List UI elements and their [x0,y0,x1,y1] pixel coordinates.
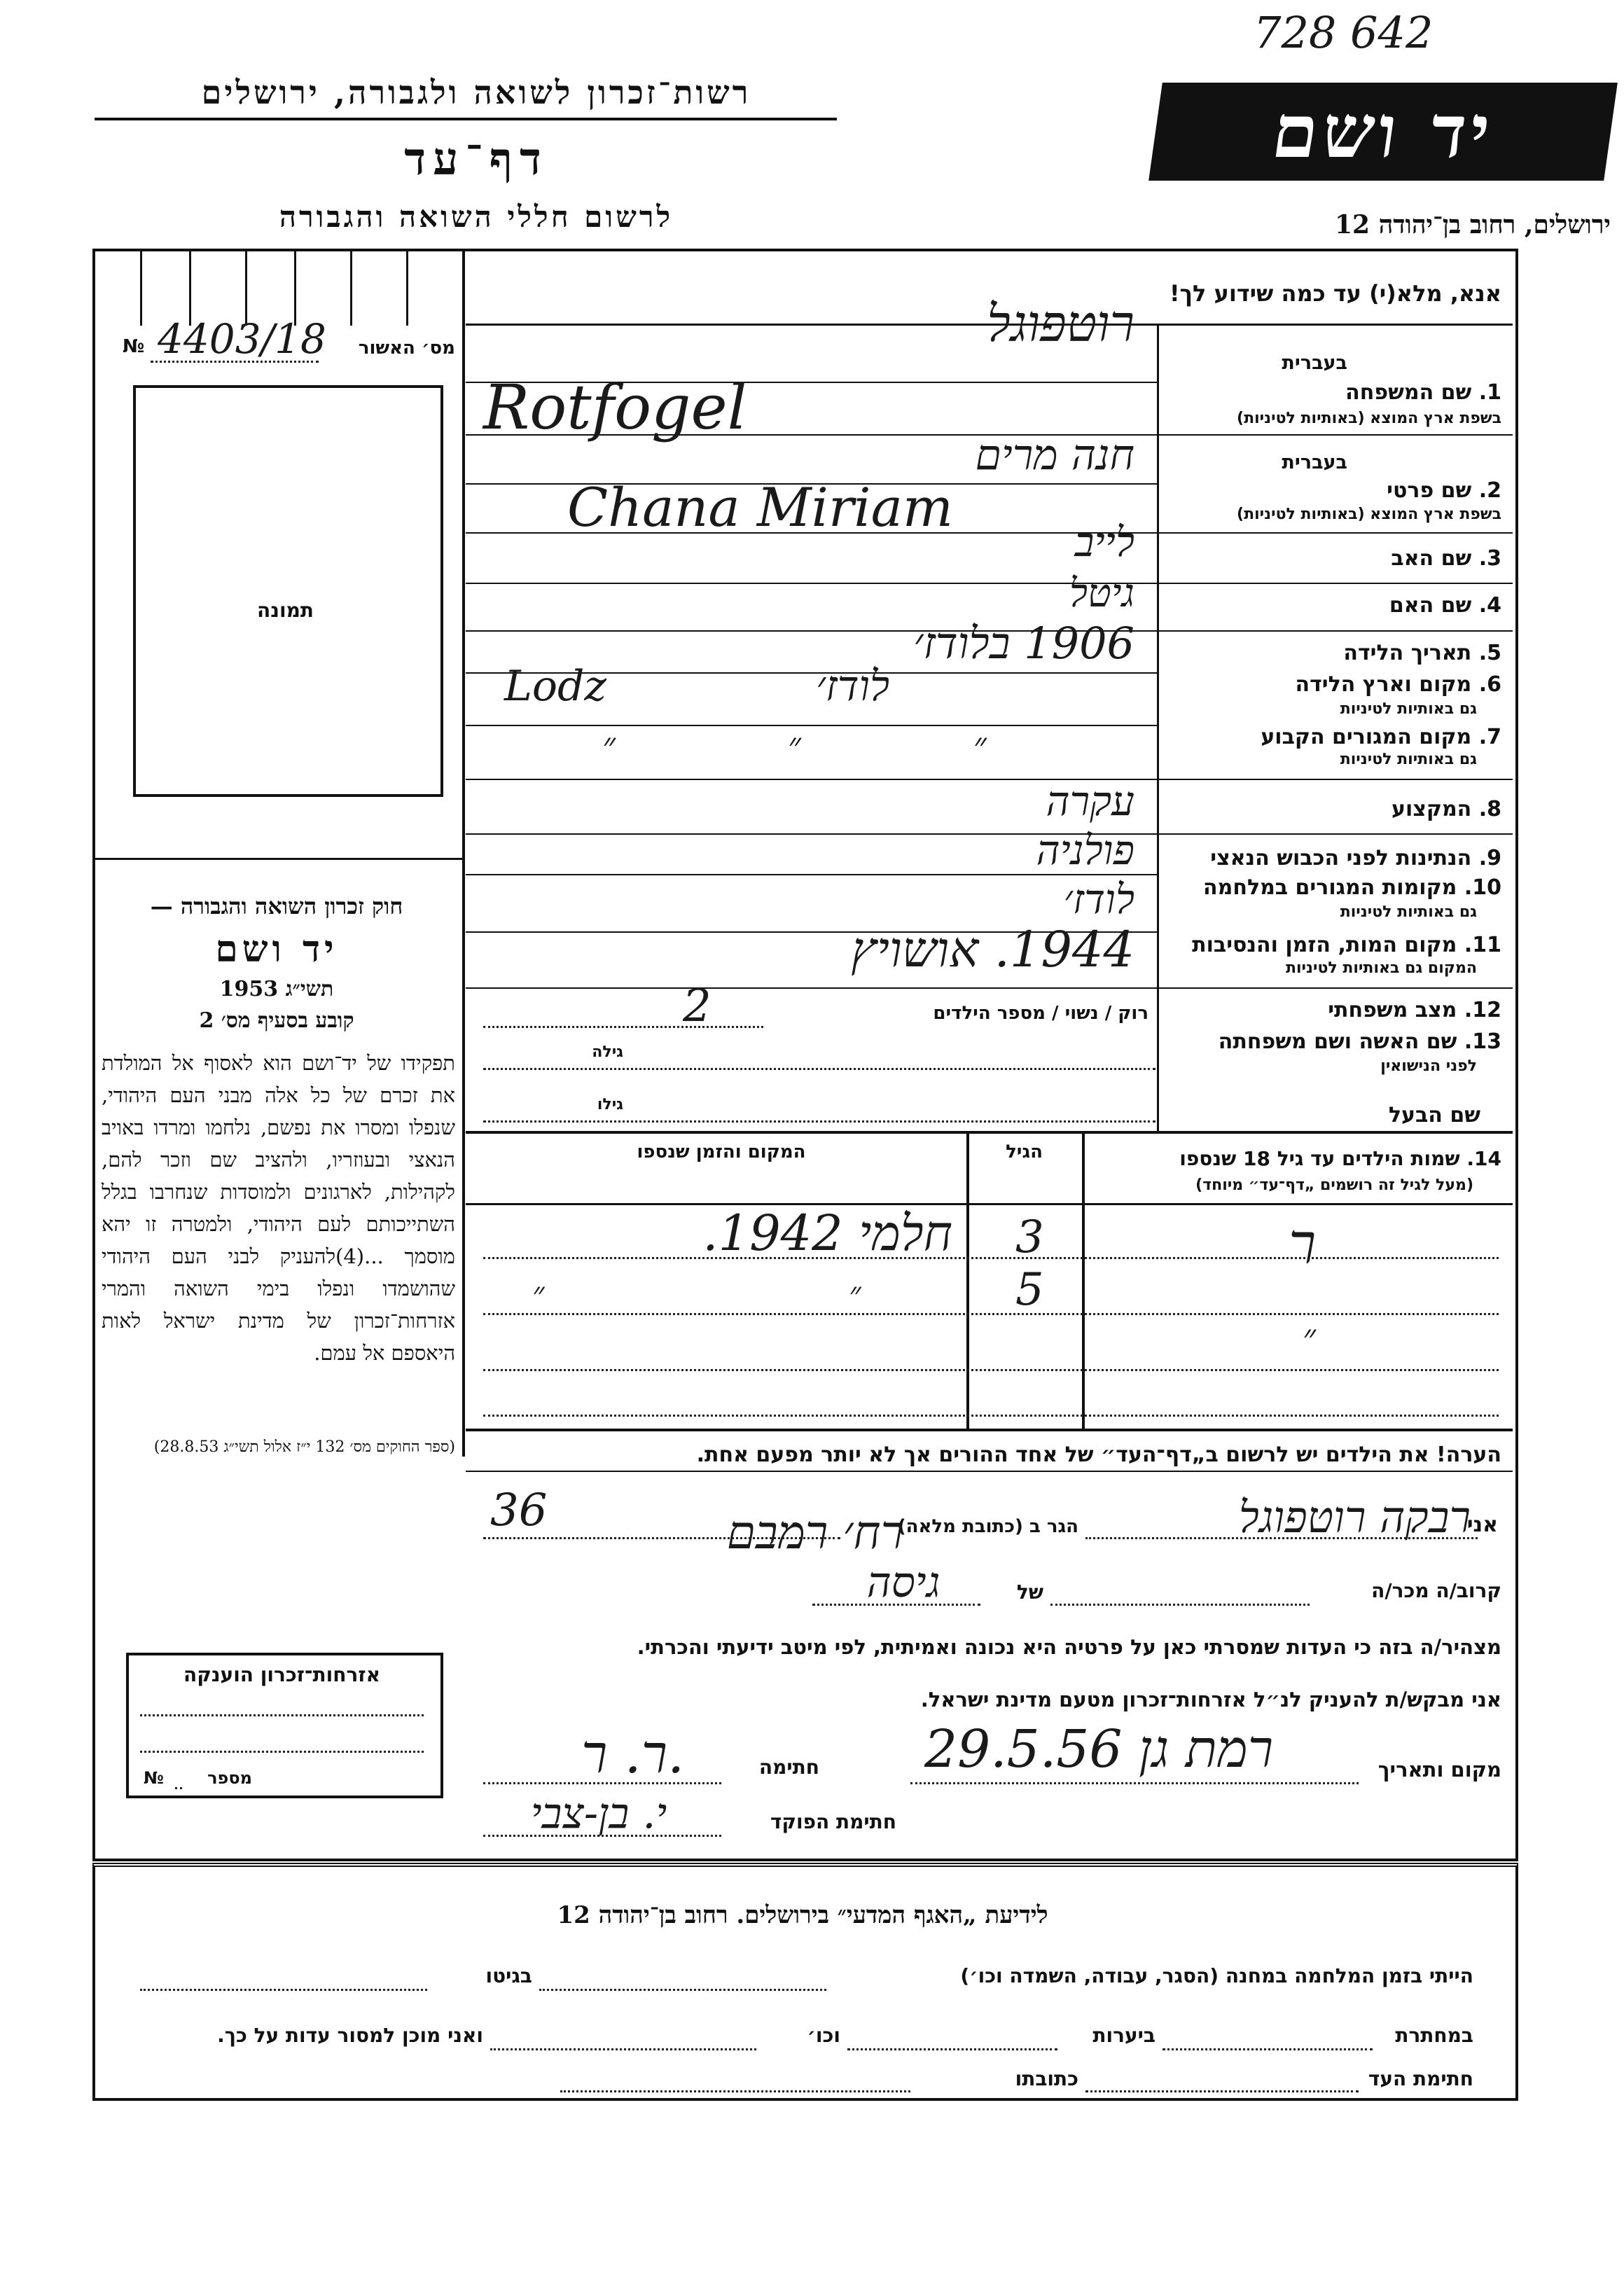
citizenship-no-sign: № [144,1768,164,1788]
marital-options: רוק / נשוי / מספר הילדים [933,1003,1148,1024]
field-8-num: 8. [1478,797,1501,821]
intro-line: אנא, מלא(י) עד כמה שידוע לך! [1169,280,1501,307]
field-6-label [1296,672,1501,697]
child-2-name: ״ [1303,1317,1316,1357]
field-10-label [1203,875,1501,900]
field-5-num: 5. [1478,641,1501,665]
footer-line1-b: בגיטו [485,1964,532,1987]
field-7-hint: גם באותיות לטיניות [1340,751,1477,768]
of-label: של [1016,1581,1043,1604]
footer-line2-a: במחתרת [1395,2024,1473,2047]
child-1-name: ר [1289,1211,1317,1277]
place-date-label: מקום ותאריך [1377,1758,1501,1782]
cert-label: מס׳ האשור [358,338,455,359]
field-4-label [1389,593,1501,618]
husband-label: שם הבעל [1388,1103,1480,1127]
law-name: יד ושם [215,928,338,971]
law-section: קובע בסעיף מס׳ 2 [199,1008,354,1033]
field-8-label [1391,797,1501,821]
field-7-value: ״ ״ ״ [602,725,987,765]
law-body: תפקידו של יד־ושם הוא לאסוף אל המולדת את זכרם של כל אלה מבני העם היהודי, שנפלו ומסרו את נפשם, נלחמו ומרדו באויב הנאצי ובעוזריו, ולהציב שם וזכר להם, לקהילות, לארגונים ולמוסדות שנחרבו בגלל השתייכותם לעם היהודי, ולמטרה זו יהא מוסמך ...(4)להעניק לבני העם היהודי שהושמדו ונפלו בימי השואה והמרי אזרחות־זכרון של מדינת ישראל לאות היאספם אל עמם. [102,1051,456,1365]
tick-6 [406,249,408,326]
footer-line2-dots-1 [1163,2048,1373,2050]
row-sep-4 [1157,630,1513,632]
child-row-3-dots [483,1369,1499,1371]
tick-5 [350,249,352,326]
signature: ר. ר. [581,1723,685,1785]
relation: גיסה [866,1558,941,1607]
field-12-label [1328,998,1501,1022]
left-col-divider [462,249,465,1457]
field-9-text: הנתינות לפני הכבוש הנאצי [1210,846,1472,870]
field-5-text: תאריך הלידה [1343,641,1472,665]
footer-line3-dots-2 [560,2090,910,2092]
field-1-num: 1. [1478,380,1501,405]
field-2-value-he: חנה מרים [975,431,1134,480]
cert-no-sign: № [123,336,145,357]
field-11-num: 11. [1464,933,1501,957]
footer-line3-a: חתימת העד [1368,2067,1473,2090]
tick-1 [140,249,142,326]
field-6-hint: גם באותיות לטיניות [1340,700,1477,718]
children-hint: (מעל לגיל זה רושמים „דף־עד״ מיוחד) [1195,1176,1473,1194]
field-2-lang: בעברית [1282,452,1347,473]
field-11-label [1192,933,1501,957]
footer-title: לידיעת „האגף המדעי״ בירושלים. רחוב בן־יהודה 12 [557,1901,1048,1929]
law-top-rule [92,858,464,860]
labels-divider [1157,324,1159,1132]
field-11-hint: המקום גם באותיות לטיניות [1285,959,1477,977]
footer-line2-b: ביערות [1092,2024,1155,2047]
field-10-text: מקומות המגורים במלחמה [1203,875,1457,900]
children-header: 14. שמות הילדים עד גיל 18 שנספו [1179,1147,1501,1170]
his-age-label: גילו [597,1096,623,1113]
children-age-col: הגיל [1006,1141,1043,1162]
field-3-text: שם האב [1391,546,1472,571]
field-1-text: שם המשפחה [1345,380,1472,405]
officer-signature: י. בן-צבי [530,1789,667,1838]
tick-4 [294,249,296,326]
field-13-hint: לפני הנישואין [1380,1057,1477,1075]
children-count: 2 [683,980,712,1032]
relative-dots [1050,1604,1310,1606]
footer-line3-b: כתובתו [1015,2067,1078,2090]
children-col-1 [966,1132,969,1430]
field-1-value-lat: Rotfogel [483,371,747,443]
law-title: חוק זכרון השואה והגבורה — [150,893,403,919]
tick-3 [245,249,247,326]
field-11-value: 1944. אושויץ [851,921,1134,978]
org-line: רשות־זכרון לשואה ולגבורה, ירושלים [201,74,751,111]
field-2-hint: בשפת ארץ המוצא (באותיות לטיניות) [1237,506,1501,523]
photo-box [133,385,443,797]
field-3-value: לייב [1074,518,1134,566]
row-sep-3 [1157,583,1513,584]
her-age-label: גילה [592,1043,623,1061]
row-sep-7 [1157,987,1513,989]
place-date-dots [910,1782,1359,1784]
logo-text: יד ושם [1267,88,1500,174]
header-rule [95,118,837,120]
field-1-label [1345,380,1501,405]
field-8-value: עקרה [1046,777,1134,825]
field-10-hint: גם באותיות לטיניות [1340,903,1477,921]
field-4-text: שם האם [1389,593,1472,618]
field-2-value-lat: Chana Miriam [567,476,953,539]
footer-line2-c: וכו׳ [807,2024,840,2047]
declarant-address: רח׳ רמבם [726,1506,903,1560]
form-title: דף־עד [404,133,548,186]
child-2-age: 5 [1015,1264,1044,1316]
address: ירושלים, רחוב בן־יהודה 12 [1334,210,1611,239]
field-12-num: 12. [1464,998,1501,1022]
children-top-rule [466,1131,1513,1134]
field-7-label [1261,725,1501,749]
field-6-text: מקום וארץ הלידה [1295,672,1472,697]
field-13-text: שם האשה ושם משפחתה [1218,1029,1457,1054]
tick-2 [189,249,191,326]
child-1-age: 3 [1015,1211,1044,1263]
child-1-place: חלמי 1942. [702,1204,952,1262]
field-10-value: לודז׳ [1063,875,1134,923]
husband-dots [483,1120,1155,1123]
officer-label: חתימת הפוקד [770,1810,896,1833]
citizenship-dots-2 [140,1751,424,1753]
place-date: רמת גן 29.5.56 [924,1719,1274,1779]
field-3-label [1391,546,1501,571]
field-1-value-he: רוטפוגל [987,294,1134,353]
note: הערה! את הילדים יש לרשום ב„דף־העד״ של אחד ההורים אך לא יותר מפעם אחת. [696,1443,1501,1467]
photo-label: תמונה [257,599,314,622]
declarant-name: רבקה רוטפוגל [1238,1492,1471,1543]
relative-label: קרוב/ה מכר/ה [1371,1579,1501,1602]
footer-line2-dots-3 [490,2048,756,2050]
marital-dots [483,1026,763,1028]
field-2-label [1387,478,1501,503]
cert-dots [151,361,319,363]
archive-number: 728 642 [1254,7,1434,58]
field-4-value: גיטל [1069,571,1134,616]
note-rule [466,1471,1513,1472]
declarant-ani: אני [1466,1513,1498,1537]
field-13-label [1219,1029,1501,1054]
row-sep-6 [1157,833,1513,835]
field-11-text: מקום המות, הזמן והנסיבות [1192,933,1457,957]
field-1-hint: בשפת ארץ המוצא (באותיות לטיניות) [1237,410,1501,427]
declarant-address-no: 36 [490,1485,548,1536]
law-year: תשי״ג 1953 [219,977,334,1001]
field-6-value: Lodz לודז׳ [504,662,890,711]
field-2-text: שם פרטי [1387,478,1472,503]
field-7-text: מקום המגורים הקבוע [1261,725,1472,749]
law-ref: (ספר החוקים מס׳ 132 י״ז אלול תשי״ג 28.8.53) [153,1438,455,1456]
footer-line1-dots-1 [539,1989,826,1991]
children-col-2 [1082,1132,1085,1430]
footer-line1-dots-2 [140,1989,427,1991]
child-row-2-dots [483,1313,1499,1315]
children-place-col: המקום והזמן שנספו [637,1141,806,1162]
field-9-value: פולניה [1036,826,1134,874]
field-12-text: מצב משפחתי [1328,998,1457,1022]
cert-number: 4403/18 [158,315,326,363]
child-2-place: ״ ״ [532,1275,861,1312]
field-4-num: 4. [1478,593,1501,618]
form-subtitle: לרשום חללי השואה והגבורה [279,200,674,234]
val-line-13 [466,987,1159,989]
signature-label: חתימה [758,1756,819,1779]
field-3-num: 3. [1478,546,1501,571]
field-10-num: 10. [1464,875,1501,900]
child-row-4-dots [483,1415,1499,1417]
field-5-value: 1906 בלודז׳ [913,618,1134,669]
request-text: אני מבקש/ת להעניק לנ״ל אזרחות־זכרון מטעם מדינת ישראל. [920,1688,1501,1711]
field-5-label [1343,641,1501,665]
children-bottom-rule [466,1429,1513,1431]
citizenship-title: אזרחות־זכרון הוענקה [183,1663,380,1686]
row-sep-1 [1157,434,1513,436]
field-1-lang: בעברית [1282,352,1347,374]
row-sep-2 [1157,532,1513,534]
footer-line2-dots-2 [847,2048,1057,2050]
field-6-num: 6. [1478,672,1501,697]
field-9-num: 9. [1478,846,1501,870]
citizenship-number-dots [175,1787,182,1789]
declare-text: מצהיר/ה בזה כי העדות שמסרתי כאן על פרטיה היא נכונה ואמיתית, לפי מיטב ידיעתי והכרתי. [637,1635,1501,1659]
citizenship-number-label: מספר [207,1768,252,1788]
field-2-num: 2. [1478,478,1501,503]
declarant-lives-at: הגר ב (כתובת מלאה) [897,1516,1078,1537]
field-13-dots [483,1068,1155,1070]
yad-vashem-logo [1148,83,1618,181]
field-9-label [1210,846,1501,870]
citizenship-dots-1 [140,1714,424,1716]
row-sep-5 [1157,779,1513,780]
footer-line2-d: ואני מוכן למסור עדות על כך. [217,2024,483,2047]
field-13-num: 13. [1464,1029,1501,1054]
field-8-text: המקצוע [1391,797,1472,821]
footer-line1-a: הייתי בזמן המלחמה במחנה (הסגר, עבודה, השמדה וכו׳) [960,1964,1473,1987]
footer-line3-dots-1 [1085,2090,1359,2092]
field-7-num: 7. [1478,725,1501,749]
